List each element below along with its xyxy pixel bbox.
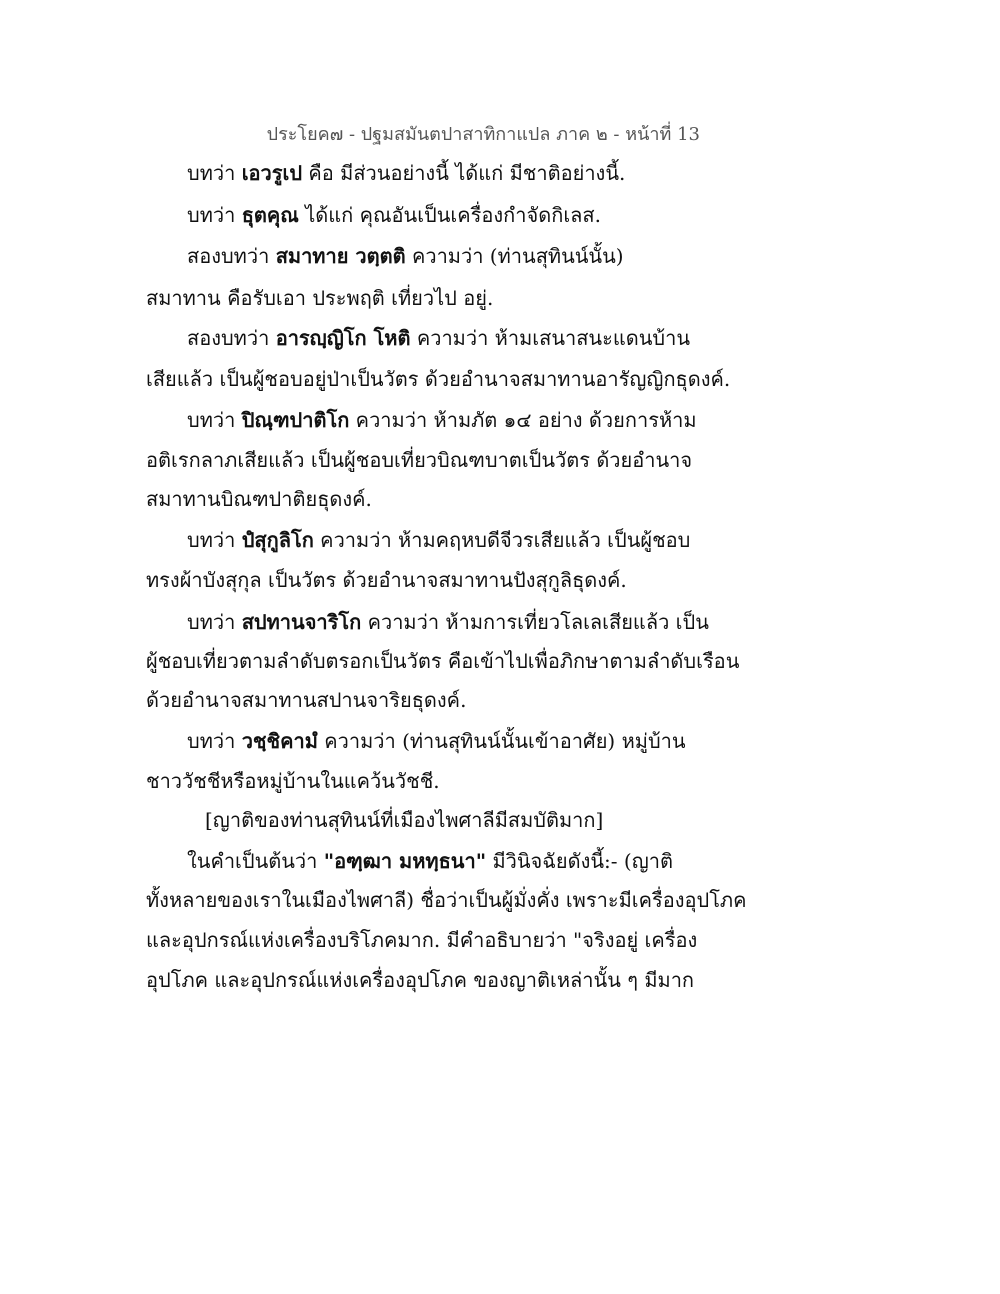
section-heading: [ญาติของท่านสุทินน์ที่เมืองไพศาลีมีสมบัติมาก] — [205, 808, 604, 832]
text-line: ชาววัชชีหรือหมู่บ้านในแคว้นวัชชี. — [146, 769, 440, 793]
text-line: บทว่า ปํสุกูลิโก ความว่า ห้ามคฤหบดีจีวรเสียแล้ว เป็นผู้ชอบ — [187, 528, 691, 552]
text-line: สมาทานบิณฑปาติยธุดงค์. — [146, 487, 372, 511]
text-line: บทว่า ปิณฺฑปาติโก ความว่า ห้ามภัต ๑๔ อย่าง ด้วยการห้าม — [187, 408, 697, 432]
text-line: ในคำเป็นต้นว่า "อฑฺฒา มหทฺธนา" มีวินิจฉัยดังนี้:- (ญาติ — [187, 849, 673, 873]
text-line: บทว่า สปทานจาริโก ความว่า ห้ามการเที่ยวโลเลเสียแล้ว เป็น — [187, 610, 709, 634]
text-line: อติเรกลาภเสียแล้ว เป็นผู้ชอบเที่ยวบิณฑบาตเป็นวัตร ด้วยอำนาจ — [146, 448, 693, 472]
text-line: บทว่า ธุตคุณ ได้แก่ คุณอันเป็นเครื่องกำจัดกิเลส. — [187, 203, 601, 227]
text-line: สองบทว่า อารญฺญิโก โหติ ความว่า ห้ามเสนาสนะแดนบ้าน — [187, 326, 690, 350]
text-line: บทว่า เอวรูเป คือ มีส่วนอย่างนี้ ได้แก่ มีชาติอย่างนี้. — [187, 161, 626, 185]
text-line: ด้วยอำนาจสมาทานสปานจาริยธุดงค์. — [146, 688, 467, 712]
text-line: ทรงผ้าบังสุกุล เป็นวัตร ด้วยอำนาจสมาทานปังสุกูลิธุดงค์. — [146, 568, 627, 592]
text-line: เสียแล้ว เป็นผู้ชอบอยู่ป่าเป็นวัตร ด้วยอำนาจสมาทานอารัญญิกธุดงค์. — [146, 367, 731, 391]
page-header: ประโยค๗ - ปฐมสมันตปาสาทิกาแปล ภาค ๒ - หน้าที่ 13 — [266, 124, 700, 145]
text-line: สองบทว่า สมาทาย วตฺตติ ความว่า (ท่านสุทินน์นั้น) — [187, 244, 624, 268]
text-line: อุปโภค และอุปกรณ์แห่งเครื่องอุปโภค ของญาติเหล่านั้น ๆ มีมาก — [146, 968, 695, 992]
text-line: และอุปกรณ์แห่งเครื่องบริโภคมาก. มีคำอธิบายว่า "จริงอยู่ เครื่อง — [146, 928, 698, 952]
text-line: บทว่า วชฺชิคามํ ความว่า (ท่านสุทินน์นั้นเข้าอาศัย) หมู่บ้าน — [187, 729, 686, 753]
text-line: ผู้ชอบเที่ยวตามลำดับตรอกเป็นวัตร คือเข้าไปเพื่อภิกษาตามลำดับเรือน — [146, 649, 740, 673]
text-line: สมาทาน คือรับเอา ประพฤติ เที่ยวไป อยู่. — [146, 286, 494, 310]
text-line: ทั้งหลายของเราในเมืองไพศาลี) ชื่อว่าเป็นผู้มั่งคั่ง เพราะมีเครื่องอุปโภค — [146, 888, 747, 912]
